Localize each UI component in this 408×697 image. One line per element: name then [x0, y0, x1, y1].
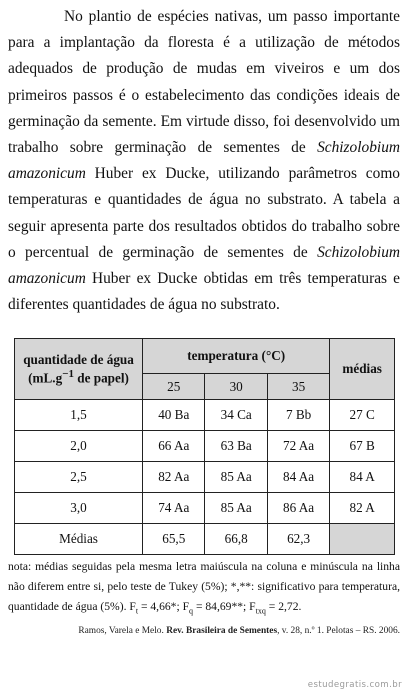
temp-25-header: 25	[143, 374, 205, 400]
value-cell: 34 Ca	[205, 400, 267, 431]
means-row	[15, 524, 395, 555]
species-name: Schizolobium amazonicum	[8, 243, 400, 288]
qty-cell: 2,0	[15, 431, 143, 462]
passage-part-3: Huber ex Ducke obtidas em três temperaturas e diferentes quantidades de água no substrato.	[8, 270, 400, 314]
source-citation: Ramos, Varela e Melo. Rev. Brasileira de Sementes, v. 28, n.º 1. Pelotas – RS. 2006.	[78, 626, 400, 636]
journal-name: Rev. Brasileira de Sementes	[166, 626, 278, 636]
germination-table	[14, 338, 395, 555]
value-cell: 85 Aa	[205, 493, 267, 524]
mean-cell: 82 A	[330, 493, 395, 524]
means-header: médias	[330, 339, 395, 400]
watermark: estudegratis.com.br	[307, 680, 402, 690]
column-mean-cell: 66,8	[205, 524, 267, 555]
value-cell: 84 Aa	[267, 462, 329, 493]
table-row	[15, 462, 395, 493]
empty-shaded-cell	[330, 524, 395, 555]
passage-part-2: Huber ex Ducke, utilizando parâmetros como temperaturas e quantidades de água no substrato. A tabela a seguir apresenta parte dos resultados obtidos do trabalho sobre o percentual de germinação de sementes de	[8, 165, 400, 261]
temp-30-header: 30	[205, 374, 267, 400]
value-cell: 66 Aa	[143, 431, 205, 462]
value-cell: 85 Aa	[205, 462, 267, 493]
qty-cell: 3,0	[15, 493, 143, 524]
means-label: Médias	[15, 524, 143, 555]
value-cell: 7 Bb	[267, 400, 329, 431]
column-mean-cell: 65,5	[143, 524, 205, 555]
temperature-header: temperatura (°C)	[143, 339, 330, 374]
value-cell: 82 Aa	[143, 462, 205, 493]
passage-part-1: No plantio de espécies nativas, um passo importante para a implantação da floresta é a utilização de métodos adequados de produção de mudas em viveiros e um dos primeiros passos é o estabelecimento das condições ideais de germinação da semente. Em virtude disso, foi desenvolvido um trabalho sobre germinação de sementes de	[8, 8, 400, 157]
mean-cell: 67 B	[330, 431, 395, 462]
qty-cell: 2,5	[15, 462, 143, 493]
passage-paragraph	[8, 4, 400, 318]
value-cell: 40 Ba	[143, 400, 205, 431]
mean-cell: 27 C	[330, 400, 395, 431]
quantity-header: quantidade de água ($mL.g^{-1}$ de papel)	[15, 339, 143, 400]
value-cell: 74 Aa	[143, 493, 205, 524]
table-row	[15, 400, 395, 431]
table-note: nota: médias seguidas pela mesma letra maiúscula na coluna e minúscula na linha não diferem entre si, pelo teste de Tukey (5%); *,**: significativo para temperatura, quantidade de água (5%). $F_t = 4,66*$; $F_q = 84,69**$; $F_{txq} = 2,72$.	[8, 560, 400, 616]
value-cell: 72 Aa	[267, 431, 329, 462]
column-mean-cell: 62,3	[267, 524, 329, 555]
value-cell: 63 Ba	[205, 431, 267, 462]
species-name: Schizolobium amazonicum	[8, 139, 400, 183]
table-row	[15, 431, 395, 462]
qty-cell: 1,5	[15, 400, 143, 431]
passage	[8, 4, 400, 318]
mean-cell: 84 A	[330, 462, 395, 493]
temp-35-header: 35	[267, 374, 329, 400]
table-row	[15, 493, 395, 524]
value-cell: 86 Aa	[267, 493, 329, 524]
